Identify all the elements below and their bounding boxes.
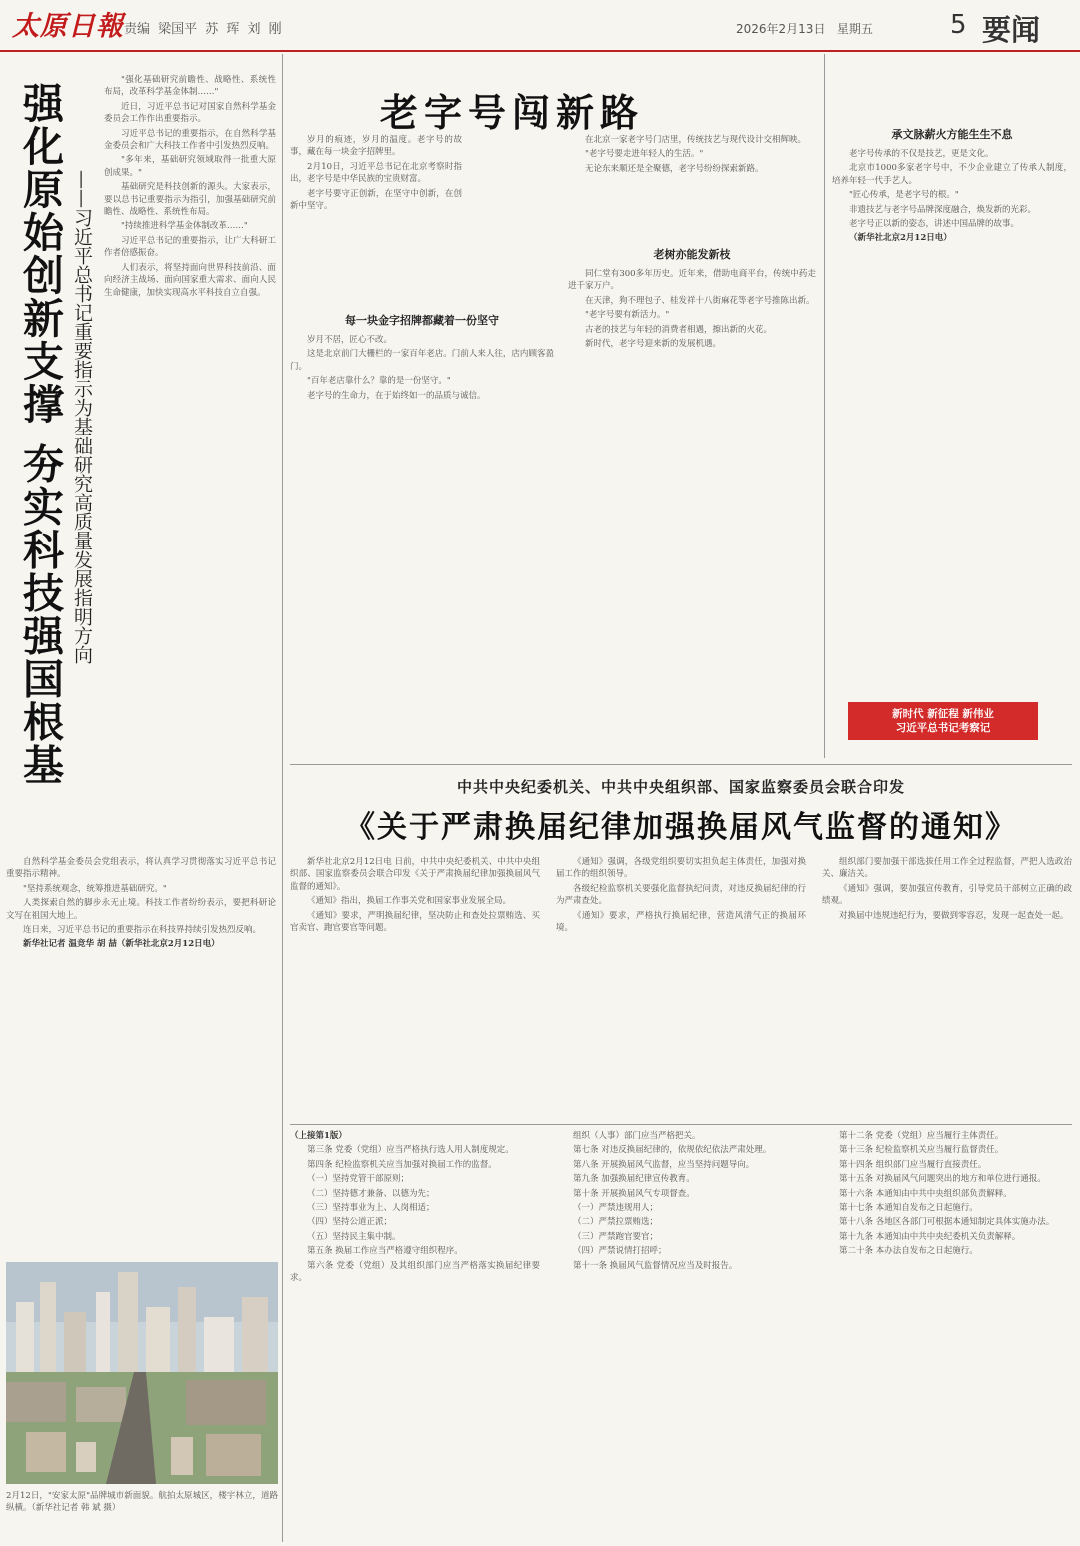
column-rule [282,54,283,1542]
notice-article: 第四条 纪检监察机关应当加强对换届工作的监督。 [307,1159,497,1170]
notice-article: （三）严禁跑官要官； [573,1231,659,1242]
notice-para: 《通知》强调，要加强宣传教育，引导党员干部树立正确的政绩观。 [822,883,1072,907]
section-name: 要闻 [982,13,1041,47]
notice-article: 第十一条 换届风气监督情况应当及时报告。 [573,1260,738,1271]
notice-article: 第十四条 组织部门应当履行直接责任。 [839,1159,987,1170]
feature-para: 北京市1000多家老字号中，不少企业建立了传承人制度，培养年轻一代手艺人。 [832,163,1072,186]
notice-article: 第七条 对违反换届纪律的，依规依纪依法严肃处理。 [573,1145,772,1156]
notice-article: 第五条 换届工作应当严格遵守组织程序。 [307,1246,463,1257]
notice-article: 第十七条 本通知自发布之日起施行。 [839,1203,978,1214]
notice-para: 《通知》强调，各级党组织要切实担负起主体责任，加强对换届工作的组织领导。 [556,857,806,880]
notice-lower-column-1 [290,1130,540,1540]
feature-headline: 老字号闯新路 [380,90,645,135]
section-rule [290,764,1072,765]
lead-para: 习近平总书记的重要指示，在自然科学基金委员会和广大科技工作者中引发热烈反响。 [104,128,276,152]
feature-para: 老字号的生命力，在于始终如一的品质与诚信。 [307,390,486,401]
issue-date [736,20,873,37]
section-rule [290,1124,1072,1125]
notice-para: 对换届中违规违纪行为，要做到零容忍，发现一起查处一起。 [839,910,1069,921]
feature-para: 岁月不居，匠心不改。 [307,335,393,345]
notice-article: （四）坚持公道正派； [307,1217,393,1228]
notice-article: 第十二条 党委（党组）应当履行主体责任。 [839,1131,1004,1141]
lead-para: "持续推进科学基金体制改革……" [121,221,248,232]
notice-article: 第九条 加强换届纪律宣传教育。 [573,1174,695,1185]
series-badge [848,702,1038,740]
notice-article: 第十五条 对换届风气问题突出的地方和单位进行通报。 [839,1174,1046,1185]
feature-para: "老字号要有新活力。" [585,310,670,321]
notice-article: 第二十条 本办法自发布之日起施行。 [839,1246,978,1257]
lead-para: 人们表示，将坚持面向世界科技前沿、面向经济主战场、面向国家重大需求、面向人民生命健康，加快实现高水平科技自立自强。 [104,262,276,298]
notice-article: （一）严禁违规用人； [573,1203,659,1214]
notice-column-3 [822,856,1072,1118]
notice-column-2 [556,856,806,1118]
lead-column-top [104,74,276,856]
notice-article: （二）坚持德才兼备、以德为先； [307,1188,435,1199]
notice-article: （二）严禁拉票贿选； [573,1217,659,1228]
lead-para: 基础研究是科技创新的源头。大家表示，要以总书记重要指示为指引，加强基础研究前瞻性、战略性、系统性布局。 [104,182,276,218]
lead-para: "强化基础研究前瞻性、战略性、系统性布局，改革科学基金体制……" [104,75,276,98]
notice-headline: 《关于严肃换届纪律加强换届风气监督的通知》 [345,810,1017,845]
feature-para: 老字号正以新的姿态，讲述中国品牌的故事。 [849,219,1020,230]
notice-kicker: 中共中央纪委机关、中共中央组织部、国家监察委员会联合印发 [456,778,905,796]
notice-article: 第十六条 本通知由中共中央组织部负责解释。 [839,1188,1012,1199]
lead-para: 连日来，习近平总书记的重要指示在科技界持续引发热烈反响。 [23,925,262,936]
feature-para: 在北京一家老字号门店里，传统技艺与现代设计交相辉映。 [585,135,807,145]
notice-article: 第六条 党委（党组）及其组织部门应当严格落实换届纪律要求。 [290,1260,540,1284]
feature-subhead-2: 老树亦能发新枝 [653,248,731,261]
notice-para: 《通知》要求，严明换届纪律，坚决防止和查处拉票贿选、买官卖官、跑官要官等问题。 [290,910,540,934]
feature-para: 老字号传承的不仅是技艺，更是文化。 [849,149,994,159]
editors-line: 责编 梁国平 苏 珲 刘 刚 [124,22,282,37]
feature-para: "老字号要走进年轻人的生活。" [585,149,704,160]
lead-credit: 新华社记者 温竞华 胡 喆（新华社北京2月12日电） [23,939,220,950]
feature-para: 同仁堂有300多年历史。近年来，借助电商平台，传统中药走进千家万户。 [568,269,816,292]
notice-column-1 [290,856,540,1118]
city-aerial-photo [6,1262,278,1484]
feature-column-2b [568,268,816,758]
notice-article: 第十八条 各地区各部门可根据本通知制定具体实施办法。 [839,1217,1055,1228]
continued-note: （上接第1版） [290,1131,347,1141]
lead-subheadline: ——习近平总书记重要指示为基础研究高质量发展指明方向 [71,170,93,664]
lead-para: "多年来，基础研究领域取得一批重大原创成果。" [104,155,276,178]
date: 2026年2月13日 [736,22,826,36]
notice-para: 组织部门要加强干部选拔任用工作全过程监督，严把人选政治关、廉洁关。 [822,857,1072,880]
notice-article: 第十九条 本通知由中共中央纪委机关负责解释。 [839,1231,1021,1242]
feature-para: "匠心传承，是老字号的根。" [849,190,959,201]
feature-credit: （新华社北京2月12日电） [849,233,952,244]
notice-article: 第八条 开展换届风气监督，应当坚持问题导向。 [573,1159,755,1170]
notice-lower-column-3 [822,1130,1072,1540]
lead-para: "坚持系统观念，统筹推进基础研究。" [23,883,167,894]
feature-column-1b [290,334,554,758]
notice-article: 第十三条 纪检监察机关应当履行监督责任。 [839,1145,1004,1156]
feature-subhead-3: 承文脉薪火方能生生不息 [891,128,1013,141]
photo-caption: 2月12日，"安家太原"品牌城市新面貌。航拍太原城区，楼宇林立，道路纵横。（新华社记者 韩 斌 摄） [6,1491,278,1513]
lead-column-bottom [6,856,276,1256]
badge-line-1: 新时代 新征程 新伟业 [892,708,994,720]
feature-para: 这是北京前门大栅栏的一家百年老店。门前人来人往，店内顾客盈门。 [290,349,554,372]
feature-para: 在天津，狗不理包子、桂发祥十八街麻花等老字号推陈出新。 [585,295,815,306]
column-rule [824,54,825,758]
lead-para: 近日，习近平总书记对国家自然科学基金委员会工作作出重要指示。 [104,101,276,125]
weekday: 星期五 [836,22,873,36]
feature-para: 非遗技艺与老字号品牌深度融合，焕发新的光彩。 [849,204,1037,215]
badge-line-2: 习近平总书记考察记 [895,722,991,734]
notice-article: 第三条 党委（党组）应当严格执行选人用人制度规定。 [307,1145,514,1156]
feature-para: 无论东来顺还是全聚德，老字号纷纷探索新路。 [585,163,764,174]
notice-article: （三）坚持事业为上、人岗相适； [307,1203,435,1214]
feature-para: 新时代，老字号迎来新的发展机遇。 [585,339,722,350]
notice-article: 组织（人事）部门应当严格把关。 [573,1131,701,1141]
notice-para: 各级纪检监察机关要强化监督执纪问责，对违反换届纪律的行为严肃查处。 [556,883,806,907]
feature-column-3 [832,148,1072,688]
feature-column-2a [568,134,816,234]
newspaper-logo: 太原日報 [12,11,124,42]
notice-para: 新华社北京2月12日电 日前，中共中央纪委机关、中共中央组织部、国家监察委员会联合印发《关于严肃换届纪律加强换届风气监督的通知》。 [290,857,540,892]
feature-para: 2月10日，习近平总书记在北京考察时指出，老字号是中华民族的宝贵财富。 [290,161,462,185]
notice-article: （四）严禁说情打招呼； [573,1246,667,1257]
feature-para: 古老的技艺与年轻的消费者相遇，擦出新的火花。 [585,324,773,335]
page-number: 5 [950,10,967,40]
notice-para: 《通知》指出，换届工作事关党和国家事业发展全局。 [307,896,512,907]
feature-para: 岁月的痕迹，岁月的温度。老字号的故事，藏在每一块金字招牌里。 [290,135,462,158]
masthead [0,0,1080,52]
notice-article: 第十条 开展换届风气专项督查。 [573,1188,695,1199]
lead-para: 人类探索自然的脚步永无止境。科技工作者纷纷表示，要把科研论文写在祖国大地上。 [6,898,276,921]
notice-lower-column-2 [556,1130,806,1540]
feature-para: 老字号要守正创新，在坚守中创新，在创新中坚守。 [290,188,462,212]
lead-headline: 强化原始创新支撑 夯实科技强国根基 [16,82,64,787]
feature-subhead-1: 每一块金字招牌都藏着一份坚守 [345,314,499,327]
feature-para: "百年老店靠什么？靠的是一份坚守。" [307,376,451,387]
notice-article: （一）坚持党管干部原则； [307,1174,410,1185]
notice-article: （五）坚持民主集中制。 [307,1231,401,1242]
city-photo-illustration [6,1262,278,1484]
lead-para: 自然科学基金委员会党组表示，将认真学习贯彻落实习近平总书记重要指示精神。 [6,857,276,880]
lead-para: 习近平总书记的重要指示，让广大科研工作者倍感振奋。 [104,235,276,259]
feature-column-1a [290,134,462,304]
notice-para: 《通知》要求，严格执行换届纪律，营造风清气正的换届环境。 [556,910,806,934]
